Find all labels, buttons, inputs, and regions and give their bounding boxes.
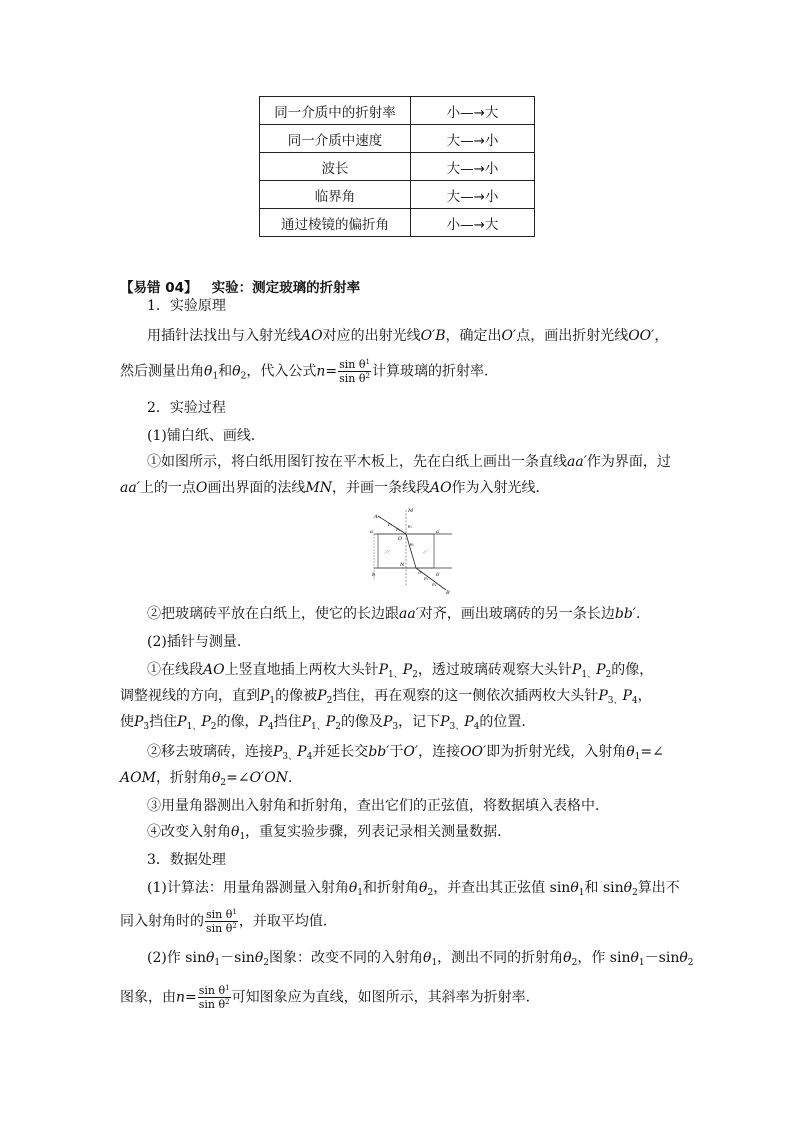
trend-cell: 小—→大 (411, 209, 535, 237)
label-O2: O′ (418, 570, 423, 575)
data-2-line-1: (2)作 sinθ$_1$－sinθ$_2$图象：改变不同的入射角$\theta_1$，测出不同的折射角$\theta_2$，作 sinθ$_1$－sinθ$_2$ (147, 950, 694, 968)
label-M: M (408, 508, 414, 514)
step-2b-line-1: ②移去玻璃砖，连接$P_{3、}P_4$并延长交bb′于O′，连接OO′即为折射光线，入射角$\theta_1=\angle$ (147, 744, 664, 762)
table-row (260, 153, 535, 181)
n-formula-fraction: $\frac{\sin \theta^1}{\sin \theta^2}$ (198, 984, 230, 1011)
label-P2: P₂ (396, 527, 401, 532)
step-1a-line-1: ①如图所示，将白纸用图钉按在平木板上，先在白纸上画出一条直线aa′作为界面，过 (147, 454, 671, 470)
data-1-line-2: 同入射角时的 $\frac{\sin \theta^1}{\sin \theta^2}$ ，并取平均值． (120, 908, 337, 935)
comparison-table (259, 96, 535, 237)
step-2d: ④改变入射角$\theta_1$，重复实验步骤，列表记录相关测量数据． (147, 824, 512, 842)
step-1-title: (1)铺白纸、画线． (147, 428, 265, 444)
refraction-formula-fraction: $\frac{\sin \theta^1}{\sin \theta^2}$ (339, 358, 370, 385)
data-2-line-2: 图象，由n= $\frac{\sin \theta^1}{\sin \theta^2}$ 可知图象应为直线，如图所示，其斜率为折射率． (120, 984, 540, 1011)
step-2a-line-3: 使$P_3$挡住$P_{1、}P_2$的像，$P_4$挡住$P_{1、}P_2$的像及$P_3$，记下$P_{3、}P_4$的位置． (120, 714, 536, 732)
table-row (260, 125, 535, 153)
step-2-title: (2)插针与测量． (147, 634, 251, 650)
data-1-line-1: (1)计算法：用量角器测量入射角$\theta_1$和折射角$\theta_2$，并查出其正弦值 sinθ$_1$和 sinθ$_2$算出不 (147, 880, 680, 898)
label-theta2: θ₂ (410, 542, 415, 547)
trend-cell: 大—→小 (411, 181, 535, 209)
label-theta1: θ₁ (408, 524, 413, 529)
heading-tag: 【易错 04】 (120, 280, 198, 296)
label-a: a (370, 529, 373, 535)
step-2c: ③用量角器测出入射角和折射角，查出它们的正弦值，将数据填入表格中． (147, 798, 609, 814)
section-2-title: 2．实验过程 (147, 400, 226, 416)
property-cell: 同一介质中速度 (260, 125, 411, 153)
label-P1: P₁ (388, 522, 393, 527)
label-B: B (446, 590, 450, 596)
comparison-table-body (260, 97, 535, 237)
step-1b: ②把玻璃砖平放在白纸上，使它的长边跟aa′对齐，画出玻璃砖的另一条长边bb′. (147, 606, 641, 622)
table-row (260, 97, 535, 125)
property-cell: 通过棱镜的偏折角 (260, 209, 411, 237)
heading-title: 实验：测定玻璃的折射率 (211, 280, 361, 296)
label-P3: P₃ (424, 576, 429, 581)
trend-cell: 大—→小 (411, 153, 535, 181)
label-P4: P₄ (432, 582, 437, 587)
label-a2: a′ (436, 529, 441, 535)
principle-line-1: 用插针法找出与入射光线AO对应的出射光线O′B，确定出O′点，画出折射光线OO′， (147, 328, 669, 344)
trend-cell: 大—→小 (411, 125, 535, 153)
step-2a-line-2: 调整视线的方向，直到$P_1$的像被$P_2$挡住，再在观察的这一侧依次插两枚大头针$P_{3、}P_4$， (120, 688, 652, 706)
label-A: A (374, 514, 378, 520)
table-row (260, 181, 535, 209)
section-1-title: 1．实验原理 (147, 298, 226, 314)
refracted-ray (406, 534, 416, 568)
section-heading (120, 276, 360, 296)
label-b2: b′ (436, 572, 441, 578)
sine-ratio-fraction: $\frac{\sin \theta^1}{\sin \theta^2}$ (206, 908, 237, 935)
property-cell: 波长 (260, 153, 411, 181)
property-cell: 同一介质中的折射率 (260, 97, 411, 125)
principle-line-2: 然后测量出角$\theta_1$和$\theta_2$，代入公式n= $\frac{\sin \theta^1}{\sin \theta^2}$ 计算玻璃的折射率． (120, 358, 498, 385)
refraction-figure (366, 506, 456, 596)
table-row (260, 209, 535, 237)
property-cell: 临界角 (260, 181, 411, 209)
step-2a-line-1: ①在线段AO上竖直地插上两枚大头针$P_{1、}P_2$，透过玻璃砖观察大头针$P_{1、}P_2$的像， (147, 662, 654, 680)
section-3-title: 3．数据处理 (147, 852, 226, 868)
step-2b-line-2: AOM，折射角$\theta_2=\angle O'ON$． (120, 770, 302, 788)
label-O: O (398, 536, 403, 542)
label-N: N (400, 562, 405, 568)
step-1a-line-2: aa′上的一点O画出界面的法线MN，并画一条线段AO作为入射光线． (120, 480, 550, 496)
trend-cell: 小—→大 (411, 97, 535, 125)
label-b: b (372, 572, 376, 578)
